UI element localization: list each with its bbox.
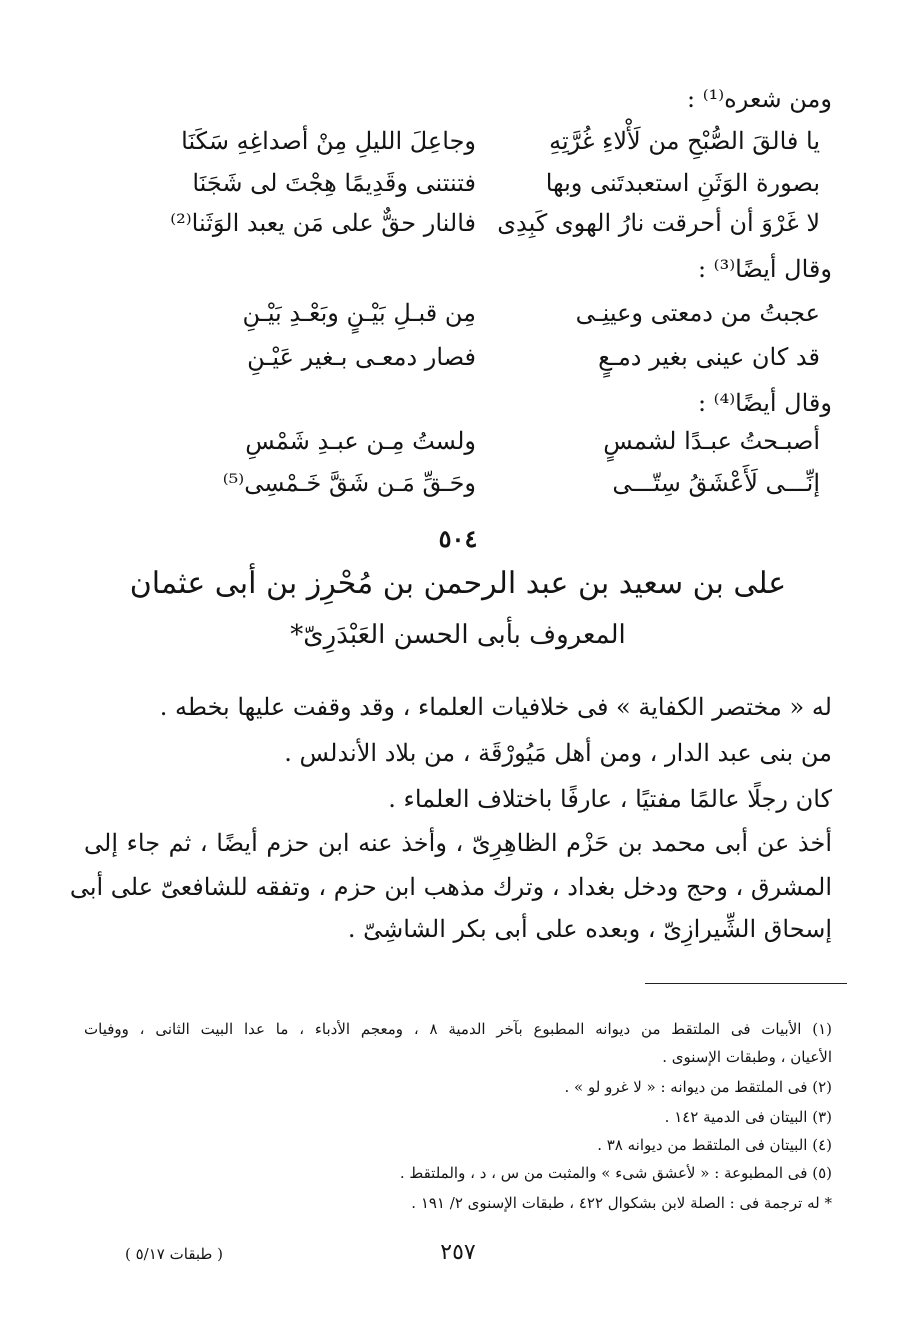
verse-hemistich-1: يا فالقَ الصُّبْحِ من لَأْلاءِ غُرَّتِهِ [549,127,820,155]
verse-hemistich-1: بصورة الوَثَنِ استعبدتَنى وبها [545,169,820,197]
footnote: (٤) البيتان فى الملتقط من ديوانه ٣٨ . [597,1136,832,1154]
poem-intro: وقال أيضًا⁽³⁾ : [697,255,832,283]
footnote-separator [645,983,847,984]
verse-hemistich-2: مِن قبـلِ بَيْـنٍ وبَعْـدِ بَيْـنِ [242,299,476,327]
entry-subtitle: المعروف بأبى الحسن العَبْدَرِىّ* [290,620,626,650]
poem-intro: ومن شعره⁽¹⁾ : [687,85,832,113]
verse-hemistich-1: إنِّـــى لَأَعْشَقُ سِتّـــى [612,469,820,497]
verse-hemistich-2: ولستُ مِـن عبـدِ شَمْسِ [245,427,476,455]
verse-hemistich-2: فصار دمعـى بـغير عَيْـنِ [247,343,476,371]
verse-hemistich-1: عجبتُ من دمعتى وعينِـى [575,299,820,327]
verse-hemistich-1: لا غَرْوَ أن أحرقت نارُ الهوى كَبِدِى [497,209,820,237]
footnote: * له ترجمة فى : الصلة لابن بشكوال ٤٢٢ ، طبقات الإسنوى ٢/ ١٩١ . [411,1194,832,1212]
verse-hemistich-1: قد كان عينى بغير دمـعٍ [598,343,820,371]
body-line: أخذ عن أبى محمد بن حَزْم الظاهِرِىّ ، وأخذ عنه ابن حزم أيضًا ، ثم جاء إلى [84,829,832,857]
signature-mark: ( طبقات ٥/١٧ ) [125,1245,223,1263]
body-line: إسحاق الشِّيرازِىّ ، وبعده على أبى بكر الشاشِىّ . [347,915,832,943]
verse-hemistich-2: وحَـقِّ مَـن شَقَّ خَـمْسِى⁽⁵⁾ [222,469,476,497]
verse-hemistich-2: وجاعِلَ الليلِ مِنْ أصداغِهِ سَكَنَا [181,127,476,155]
poem-intro: وقال أيضًا⁽⁴⁾ : [697,389,832,417]
footnote: (١) الأبيات فى الملتقط من ديوانه المطبوع بآخر الدمية ٨ ، ومعجم الأدباء ، ما عدا البيت الثانى ، ووفيات [84,1020,832,1038]
entry-title: على بن سعيد بن عبد الرحمن بن مُحْرِز بن أبى عثمان [129,566,787,601]
footnote: الأعيان ، وطبقات الإسنوى . [662,1048,832,1066]
footnote: (٢) فى الملتقط من ديوانه : « لا غرو لو » . [564,1078,832,1096]
footnote: (٥) فى المطبوعة : « لأعشق شىء » والمثبت من س ، د ، والملتقط . [399,1164,832,1182]
verse-hemistich-2: فالنار حقٌّ على مَن يعبد الوَثَنا⁽²⁾ [170,209,476,237]
body-line: من بنى عبد الدار ، ومن أهل مَيُورْقَة ، من بلاد الأندلس . [284,739,832,767]
verse-hemistich-1: أصبـحتُ عبـدًا لشمسٍ [603,427,820,455]
body-line: كان رجلًا عالمًا مفتيًا ، عارفًا باختلاف العلماء . [388,785,832,813]
body-line: له « مختصر الكفاية » فى خلافيات العلماء ، وقد وقفت عليها بخطه . [159,693,832,721]
page-number: ٢٥٧ [440,1240,476,1265]
footnote: (٣) البيتان فى الدمية ١٤٢ . [664,1108,832,1126]
entry-number: ٥٠٤ [438,524,478,553]
body-line: المشرق ، وحج ودخل بغداد ، وترك مذهب ابن حزم ، وتفقه للشافعىّ على أبى [69,873,832,901]
verse-hemistich-2: فتنتنى وقَدِيمًا هِجْتَ لى شَجَنَا [192,169,476,197]
